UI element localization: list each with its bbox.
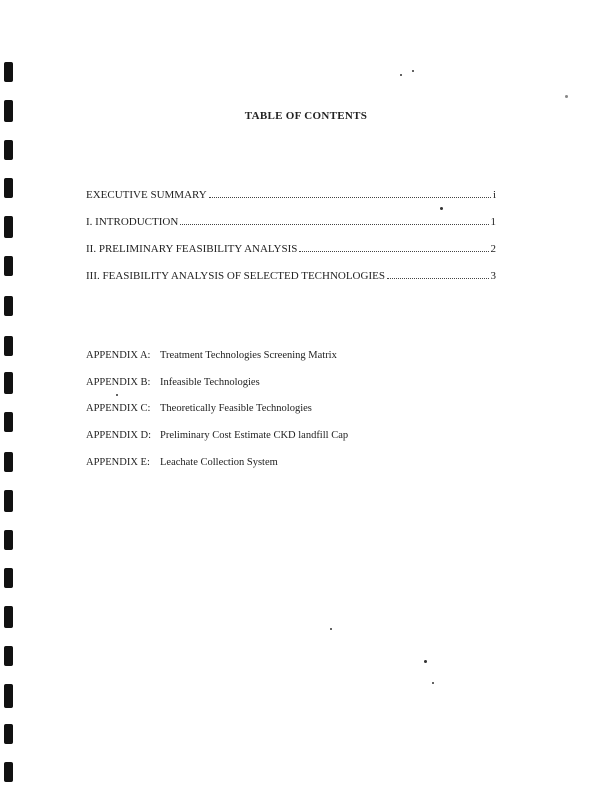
appendix-item [86, 350, 506, 361]
toc-entry-label: III. FEASIBILITY ANALYSIS OF SELECTED TECHNOLOGIES [86, 270, 385, 282]
appendix-item [86, 457, 506, 468]
binder-mark [4, 62, 13, 82]
toc-entry [86, 243, 496, 257]
binder-mark [4, 606, 13, 628]
scan-speck [565, 95, 568, 98]
binder-mark [4, 372, 13, 394]
binder-mark [4, 684, 13, 708]
toc-entry-page: i [492, 189, 496, 201]
appendix-title: Theoretically Feasible Technologies [160, 403, 312, 414]
scan-speck [116, 394, 118, 396]
appendix-title: Treatment Technologies Screening Matrix [160, 350, 337, 361]
binder-mark [4, 296, 13, 316]
binder-mark [4, 724, 13, 744]
binder-mark [4, 568, 13, 588]
binder-mark [4, 490, 13, 512]
scan-speck [432, 682, 434, 684]
binder-mark [4, 646, 13, 666]
toc-dot-leader [209, 196, 491, 198]
appendix-title: Leachate Collection System [160, 457, 278, 468]
toc-entry [86, 216, 496, 230]
page-title: TABLE OF CONTENTS [244, 110, 368, 122]
appendix-title: Infeasible Technologies [160, 377, 260, 388]
scan-speck [412, 70, 414, 72]
appendix-key: APPENDIX E: [86, 457, 150, 468]
toc-dot-leader [387, 277, 489, 279]
toc-entry-label: I. INTRODUCTION [86, 216, 179, 228]
appendix-item [86, 377, 506, 388]
toc-entry [86, 189, 496, 203]
binder-mark [4, 530, 13, 550]
binder-mark [4, 216, 13, 238]
toc-dot-leader [299, 250, 488, 252]
binder-mark [4, 452, 13, 472]
scan-speck [440, 207, 443, 210]
binder-mark [4, 412, 13, 432]
toc-dot-leader [180, 223, 488, 225]
toc-entry-page: 1 [490, 216, 496, 228]
binder-mark [4, 140, 13, 160]
binder-mark [4, 762, 13, 782]
appendix-key: APPENDIX B: [86, 377, 151, 388]
scan-speck [424, 660, 427, 663]
toc-entry [86, 270, 496, 284]
appendix-key: APPENDIX A: [86, 350, 151, 361]
toc-entry-label: EXECUTIVE SUMMARY [86, 189, 207, 201]
toc-entry-page: 2 [490, 243, 496, 255]
toc-entry-label: II. PRELIMINARY FEASIBILITY ANALYSIS [86, 243, 298, 255]
binder-mark [4, 178, 13, 198]
appendix-item [86, 403, 506, 414]
scan-speck [330, 628, 332, 630]
binder-mark [4, 336, 13, 356]
appendix-item [86, 430, 506, 441]
appendix-title: Preliminary Cost Estimate CKD landfill Cap [160, 430, 349, 441]
toc-entry-page: 3 [490, 270, 496, 282]
appendix-key: APPENDIX C: [86, 403, 151, 414]
scan-speck [400, 74, 402, 76]
appendix-key: APPENDIX D: [86, 430, 152, 441]
binder-mark [4, 256, 13, 276]
